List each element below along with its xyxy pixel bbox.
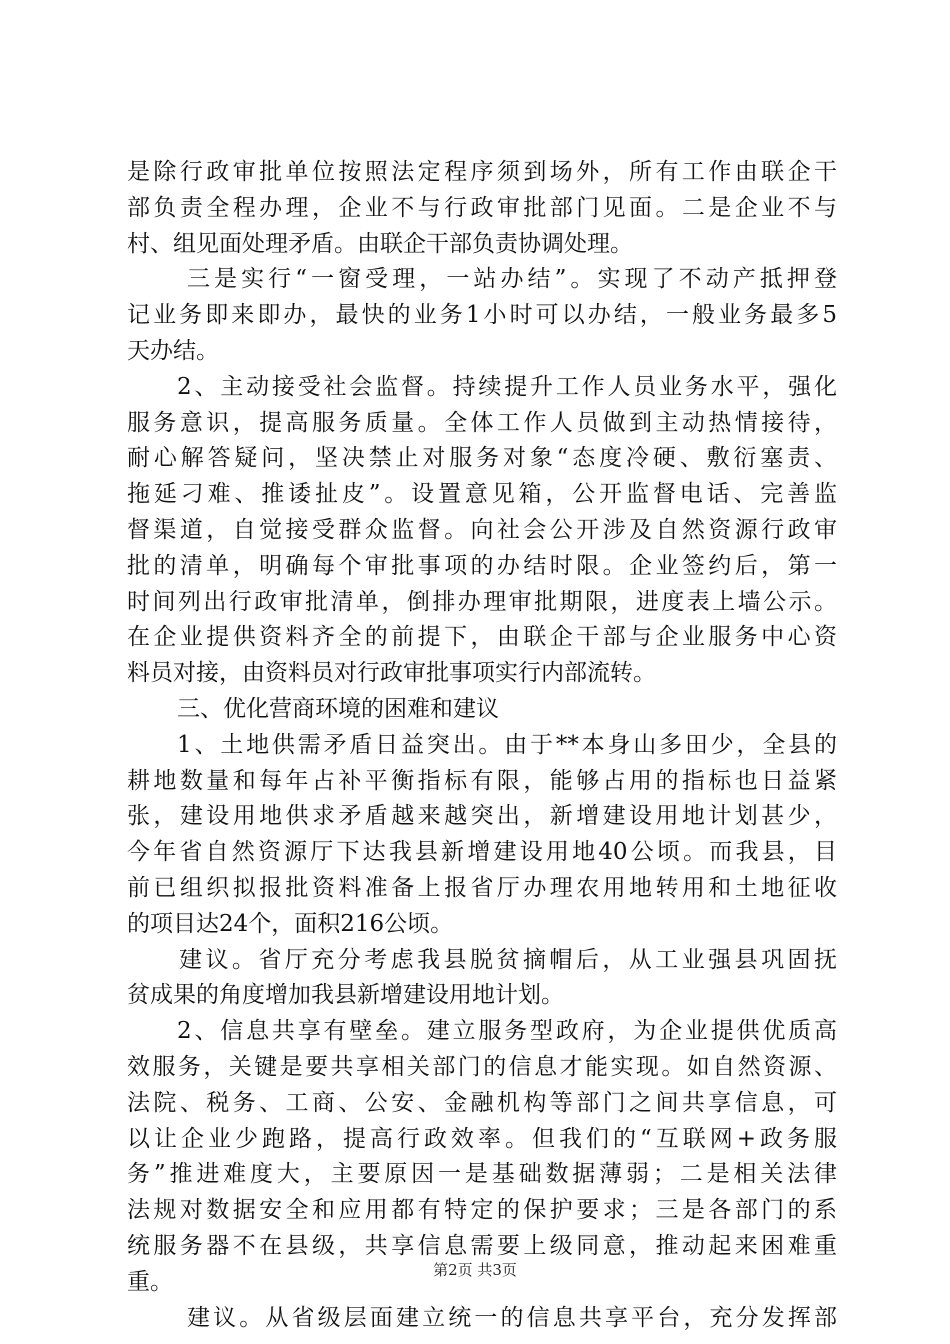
text-line: 1、土地供需矛盾日益突出。由于**本身山多田少，全县的 — [177, 731, 837, 758]
text-line: 部负责全程办理，企业不与行政审批部门见面。二是企业不与 — [127, 194, 837, 221]
text-line: 2、主动接受社会监督。持续提升工作人员业务水平，强化 — [177, 373, 837, 400]
text-line: 今年省自然资源厅下达我县新增建设用地40公顷。而我县，目 — [127, 839, 837, 866]
text-line: 督渠道，自觉接受群众监督。向社会公开涉及自然资源行政审 — [127, 516, 837, 543]
text-line: 时间列出行政审批清单，倒排办理审批期限，进度表上墙公示。 — [127, 588, 837, 615]
text-line: 2、信息共享有壁垒。建立服务型政府，为企业提供优质高 — [177, 1018, 837, 1045]
text-line: 贫成果的角度增加我县新增建设用地计划。 — [127, 982, 564, 1009]
page-footer: 第2页 共3页 — [433, 1261, 517, 1279]
text-line: 张，建设用地供求矛盾越来越突出，新增建设用地计划甚少， — [127, 803, 837, 830]
text-line: 耐心解答疑问，坚决禁止对服务对象“态度冷硬、敷衍塞责、 — [127, 445, 837, 472]
text-line: 建议。省厅充分考虑我县脱贫摘帽后，从工业强县巩固抚 — [179, 946, 837, 973]
text-line: 是除行政审批单位按照法定程序须到场外，所有工作由联企干 — [127, 159, 837, 185]
text-line: 建议。从省级层面建立统一的信息共享平台，充分发挥部 — [187, 1304, 837, 1331]
text-line: 重。 — [127, 1268, 173, 1295]
text-line: 法规对数据安全和应用都有特定的保护要求；三是各部门的系 — [127, 1197, 837, 1224]
text-line: 村、组见面处理矛盾。由联企干部负责协调处理。 — [127, 230, 633, 257]
text-line: 批的清单，明确每个审批事项的办结时限。企业签约后，第一 — [127, 552, 837, 579]
text-line: 统服务器不在县级，共享信息需要上级同意，推动起来困难重 — [127, 1232, 837, 1259]
text-line: 天办结。 — [127, 337, 219, 364]
text-line: 前已组织拟报批资料准备上报省厅办理农用地转用和土地征收 — [127, 874, 837, 901]
text-line: 以让企业少跑路，提高行政效率。但我们的“互联网+政务服 — [127, 1125, 837, 1152]
text-line: 的项目达24个，面积216公顷。 — [127, 910, 454, 937]
text-line: 记业务即来即办，最快的业务1小时可以办结，一般业务最多5 — [127, 302, 837, 329]
text-line: 务”推进难度大，主要原因一是基础数据薄弱；二是相关法律 — [127, 1161, 837, 1188]
text-line: 法院、税务、工商、公安、金融机构等部门之间共享信息，可 — [127, 1089, 837, 1116]
text-line: 服务意识，提高服务质量。全体工作人员做到主动热情接待， — [127, 409, 837, 436]
text-line: 三、优化营商环境的困难和建议 — [177, 695, 499, 722]
text-line: 耕地数量和每年占补平衡指标有限，能够占用的指标也日益紧 — [127, 767, 837, 794]
text-line: 料员对接，由资料员对行政审批事项实行内部流转。 — [127, 660, 656, 687]
text-line: 效服务，关键是要共享相关部门的信息才能实现。如自然资源、 — [127, 1053, 837, 1080]
text-line: 在企业提供资料齐全的前提下，由联企干部与企业服务中心资 — [127, 624, 837, 651]
text-line: 三是实行“一窗受理，一站办结”。实现了不动产抵押登 — [187, 266, 837, 293]
body-text — [127, 155, 837, 1336]
text-line: 拖延刁难、推诿扯皮”。设置意见箱，公开监督电话、完善监 — [127, 481, 837, 508]
